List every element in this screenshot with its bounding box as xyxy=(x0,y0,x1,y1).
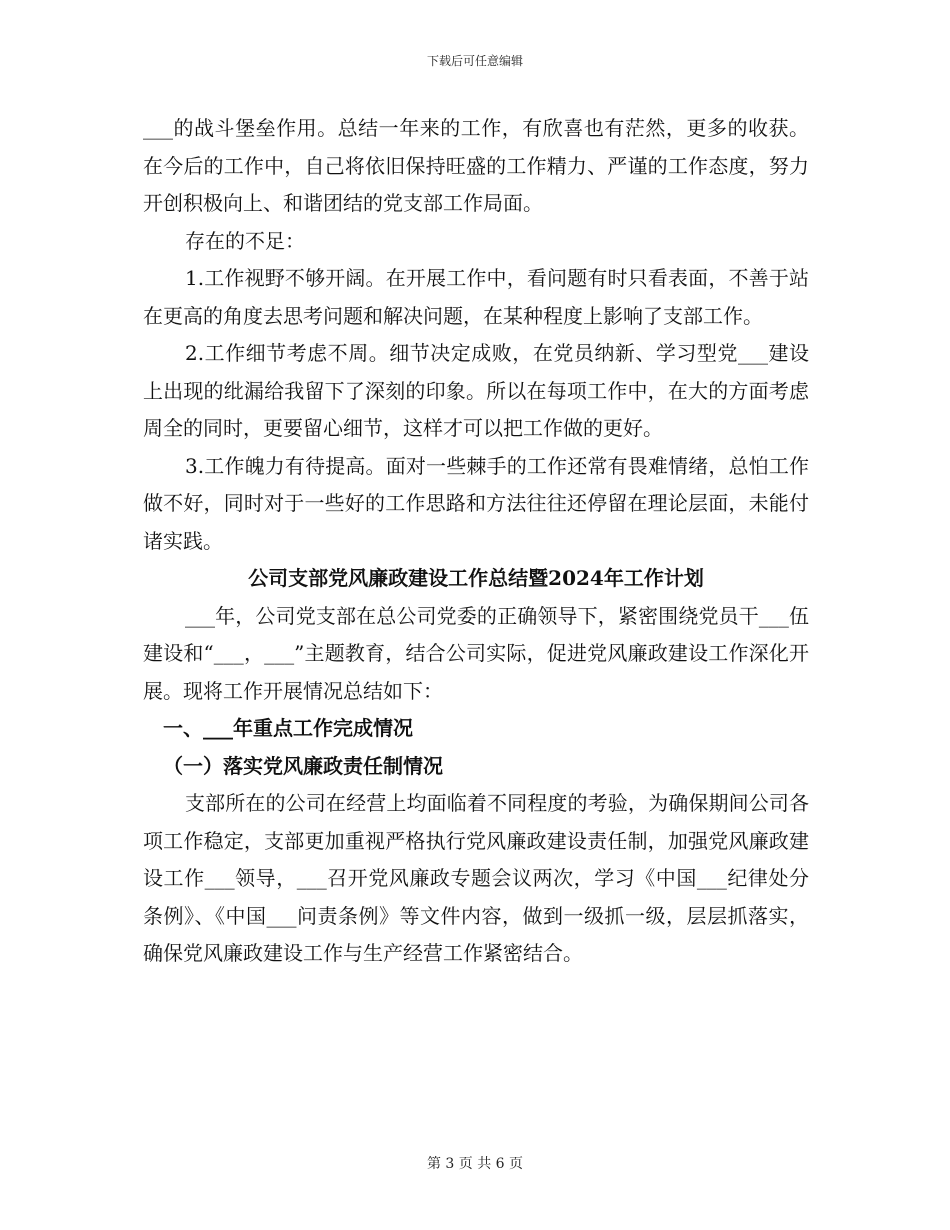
paragraph-shortcoming-1: 1.工作视野不够开阔。在开展工作中，看问题有时只看表面，不善于站在更高的角度去思考问题和解决问题，在某种程度上影响了支部工作。 xyxy=(143,266,809,328)
document-body xyxy=(143,110,809,973)
heading-level-1: 一、___年重点工作完成情况 xyxy=(163,716,413,740)
paragraph-shortcoming-3: 3.工作魄力有待提高。面对一些棘手的工作还常有畏难情绪，总怕工作做不好，同时对于一些好的工作思路和方法往往还停留在理论层面，未能付诸实践。 xyxy=(143,453,809,553)
section-title: 公司支部党风廉政建设工作总结暨2024年工作计划 xyxy=(248,566,704,590)
paragraph-shortcomings-label: 存在的不足： xyxy=(185,228,305,253)
paragraph-continuation: ___的战斗堡垒作用。总结一年来的工作，有欣喜也有茫然，更多的收获。在今后的工作中，自己将依旧保持旺盛的工作精力、严谨的工作态度，努力开创积极向上、和谐团结的党支部工作局面。 xyxy=(143,116,809,215)
heading-level-2: （一）落实党风廉政责任制情况 xyxy=(163,753,443,778)
page-footer: 第 3 页 共 6 页 xyxy=(426,1156,524,1172)
paragraph-shortcoming-2: 2.工作细节考虑不周。细节决定成败，在党员纳新、学习型党___建设上出现的纰漏给我留下了深刻的印象。所以在每项工作中，在大的方面考虑周全的同时，更要留心细节，这样才可以把工作做的更好。 xyxy=(143,341,809,440)
page-header: 下载后可任意编辑 xyxy=(426,54,523,68)
paragraph-intro: ___年，公司党支部在总公司党委的正确领导下，紧密围绕党员干___伍建设和“___，___”主题教育，结合公司实际，促进党风廉政建设工作深化开展。现将工作开展情况总结如下： xyxy=(143,603,809,703)
paragraph-responsibility: 支部所在的公司在经营上均面临着不同程度的考验，为确保期间公司各项工作稳定，支部更加重视严格执行党风廉政建设责任制，加强党风廉政建设工作___领导，___召开党风廉政专题会议两次，学习《中国___纪律处分条例》、《中国___问责条例》等文件内容，做到一级抓一级，层层抓落实，确保党风廉政建设工作与生产经营工作紧密结合。 xyxy=(143,791,809,965)
